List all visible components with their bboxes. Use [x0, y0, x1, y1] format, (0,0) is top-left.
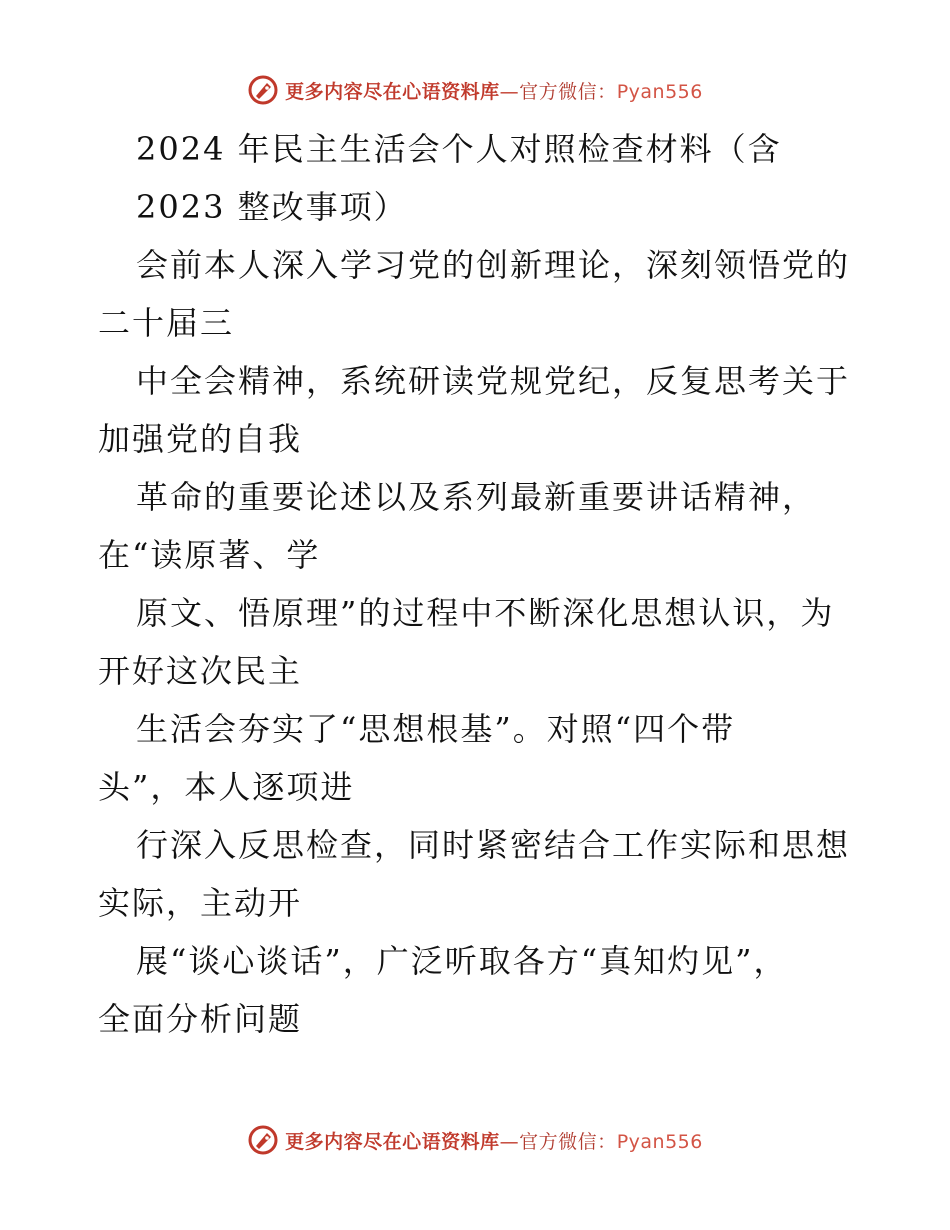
footer-brand: 更多内容尽在心语资料库 — [285, 1130, 500, 1153]
document-body — [98, 120, 868, 1048]
paragraph-line: 开好这次民主 — [98, 652, 303, 690]
paragraph-line: 二十届三 — [98, 304, 235, 342]
paragraph-line: 行深入反思检查，同时紧密结合工作实际和思想 — [136, 826, 851, 864]
paragraph-line: 革命的重要论述以及系列最新重要讲话精神， — [136, 478, 817, 516]
pen-logo-icon — [247, 1124, 279, 1156]
paragraph-line: 生活会夯实了“思想根基”。对照“四个带 — [136, 710, 736, 748]
header-banner-text — [285, 77, 703, 104]
paragraph-line: 在“读原著、学 — [98, 536, 321, 574]
paragraph-line: 会前本人深入学习党的创新理论，深刻领悟党的 — [136, 246, 851, 284]
footer-banner — [0, 1120, 950, 1160]
paragraph-line: 原文、悟原理”的过程中不断深化思想认识，为 — [136, 594, 835, 632]
footer-wechat-id: Pyan556 — [616, 1130, 703, 1153]
paragraph-line: 全面分析问题 — [98, 1000, 303, 1038]
header-banner — [0, 70, 950, 110]
paragraph-line: 加强党的自我 — [98, 420, 303, 458]
footer-wechat-label: 官方微信： — [519, 1130, 617, 1153]
header-wechat-label: 官方微信： — [519, 80, 617, 103]
header-brand: 更多内容尽在心语资料库 — [285, 80, 500, 103]
footer-banner-text — [285, 1127, 703, 1154]
footer-separator: — — [499, 1130, 520, 1153]
paragraph-line: 展“谈心谈话”，广泛听取各方“真知灼见”， — [136, 942, 788, 980]
header-wechat-id: Pyan556 — [616, 80, 703, 103]
paragraph-line: 实际，主动开 — [98, 884, 303, 922]
paragraph-line: 中全会精神，系统研读党规党纪，反复思考关于 — [136, 362, 851, 400]
title-line-1: 2024 年民主生活会个人对照检查材料（含 — [136, 130, 782, 168]
title-line-2: 2023 整改事项） — [136, 188, 408, 226]
pen-logo-icon — [247, 74, 279, 106]
header-separator: — — [499, 80, 520, 103]
paragraph-line: 头”，本人逐项进 — [98, 768, 355, 806]
